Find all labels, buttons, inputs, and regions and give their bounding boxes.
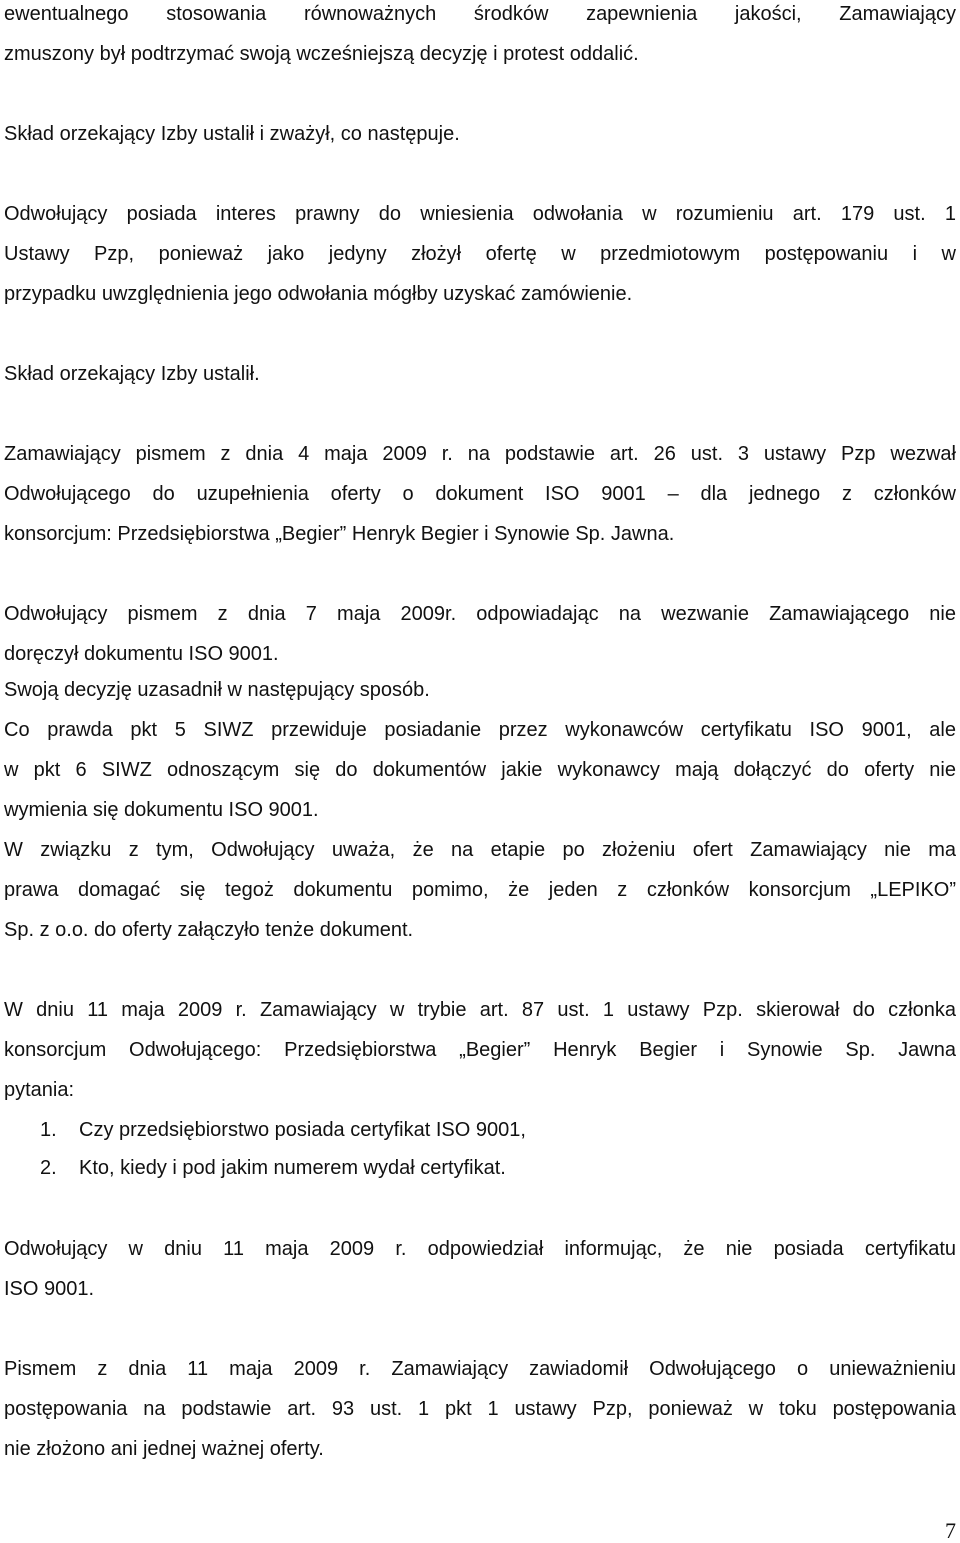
text-line: Co prawda pkt 5 SIWZ przewiduje posiadanie przez wykonawców certyfikatu ISO 9001, ale — [4, 719, 956, 741]
text-line: postępowania na podstawie art. 93 ust. 1 pkt 1 ustawy Pzp, ponieważ w toku postępowania — [4, 1398, 956, 1420]
text-line: W dniu 11 maja 2009 r. Zamawiający w trybie art. 87 ust. 1 ustawy Pzp. skierował do członka — [4, 999, 956, 1021]
text-line: Skład orzekający Izby ustalił. — [4, 363, 260, 385]
text-line: prawa domagać się tegoż dokumentu pomimo, że jeden z członków konsorcjum „LEPIKO” — [4, 879, 956, 901]
text-line: wymienia się dokumentu ISO 9001. — [4, 799, 319, 821]
text-line: konsorcjum Odwołującego: Przedsiębiorstwa „Begier” Henryk Begier i Synowie Sp. Jawna — [4, 1039, 956, 1061]
text-line: Zamawiający pismem z dnia 4 maja 2009 r. na podstawie art. 26 ust. 3 ustawy Pzp wezwał — [4, 443, 956, 465]
text-line: nie złożono ani jednej ważnej oferty. — [4, 1438, 324, 1460]
text-line: Odwołujący pismem z dnia 7 maja 2009r. odpowiadając na wezwanie Zamawiającego nie — [4, 603, 956, 625]
text-line: Odwołującego do uzupełnienia oferty o dokument ISO 9001 – dla jednego z członków — [4, 483, 956, 505]
text-line: pytania: — [4, 1079, 75, 1101]
page-number: 7 — [945, 1518, 956, 1543]
text-line: Swoją decyzję uzasadnił w następujący sposób. — [4, 679, 430, 701]
text-line: Odwołujący posiada interes prawny do wniesienia odwołania w rozumieniu art. 179 ust. 1 — [4, 203, 956, 225]
text-line: Skład orzekający Izby ustalił i zważył, co następuje. — [4, 123, 460, 145]
text-line: Pismem z dnia 11 maja 2009 r. Zamawiający zawiadomił Odwołującego o unieważnieniu — [4, 1358, 956, 1380]
text-line: zmuszony był podtrzymać swoją wcześniejszą decyzję i protest oddalić. — [4, 43, 639, 65]
text-line: Odwołujący w dniu 11 maja 2009 r. odpowiedział informując, że nie posiada certyfikatu — [4, 1238, 956, 1260]
text-line: w pkt 6 SIWZ odnoszącym się do dokumentów jakie wykonawcy mają dołączyć do oferty nie — [4, 759, 956, 781]
text-line: przypadku uwzględnienia jego odwołania mógłby uzyskać zamówienie. — [4, 283, 633, 305]
list-item-number: 1. — [40, 1119, 57, 1141]
text-line: konsorcjum: Przedsiębiorstwa „Begier” Henryk Begier i Synowie Sp. Jawna. — [4, 523, 675, 545]
text-line: W związku z tym, Odwołujący uważa, że na etapie po złożeniu ofert Zamawiający nie ma — [4, 839, 956, 861]
list-item-text: Czy przedsiębiorstwo posiada certyfikat ISO 9001, — [79, 1119, 526, 1141]
list-item-text: Kto, kiedy i pod jakim numerem wydał certyfikat. — [79, 1157, 506, 1179]
text-line: ewentualnego stosowania równoważnych środków zapewnienia jakości, Zamawiający — [4, 3, 956, 25]
text-line: ISO 9001. — [4, 1278, 95, 1300]
text-line: Ustawy Pzp, ponieważ jako jedyny złożył ofertę w przedmiotowym postępowaniu i w — [4, 243, 956, 265]
list-item-number: 2. — [40, 1157, 57, 1179]
text-line: Sp. z o.o. do oferty załączyło tenże dokument. — [4, 919, 414, 941]
text-line: doręczył dokumentu ISO 9001. — [4, 643, 279, 665]
